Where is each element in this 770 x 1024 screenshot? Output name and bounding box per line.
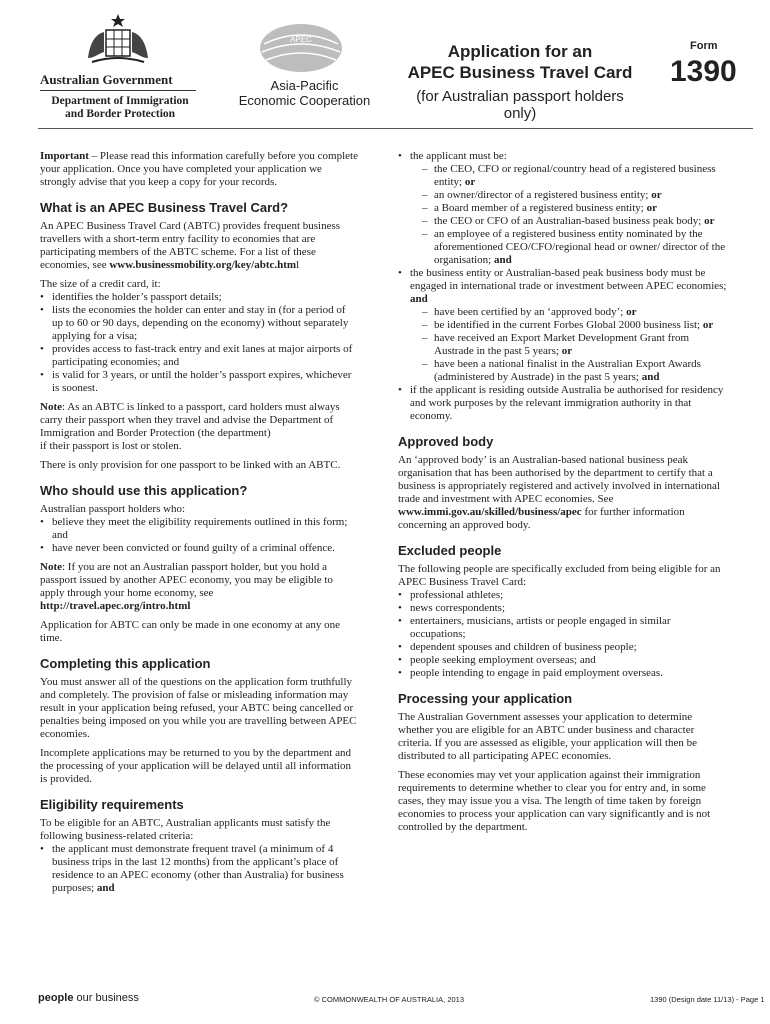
form-number: 1390 xyxy=(670,55,737,88)
government-divider xyxy=(40,90,196,91)
peak-body-item xyxy=(410,306,728,319)
must-be-item-conjunction: or xyxy=(464,176,476,188)
what-is-abtc-paragraph xyxy=(40,220,358,272)
peak-body-item-text: have been a national finalist in the Australian Export Awards (administered by Austrade) in the past 5 years; xyxy=(434,358,701,383)
peak-body-item-conjunction: or xyxy=(702,319,714,331)
apec-logo-text: APEC xyxy=(290,35,312,44)
footer-copyright: © COMMONWEALTH OF AUSTRALIA, 2013 xyxy=(314,995,464,1004)
must-be-item xyxy=(410,202,728,215)
peak-body-and: and xyxy=(410,293,428,305)
excluded-item: • entertainers, musicians, artists or people engaged in similar occupations; xyxy=(398,615,728,641)
important-label: Important xyxy=(40,150,89,162)
apec-name-line-1: Asia-Pacific xyxy=(270,78,339,93)
note-passport-paragraph xyxy=(40,401,358,440)
apec-name xyxy=(222,78,387,108)
eligibility-item-text: the applicant must demonstrate frequent travel (a minimum of 4 business trips in the last 12 months) from the applicant’s place of residence to an APEC economy (other than Australia) for business purposes; xyxy=(52,843,344,894)
important-text: – Please read this information carefully before you complete your application. Once you have completed your application we strongly advise that you keep a copy for your records. xyxy=(40,150,358,188)
immi-link[interactable]: www.immi.gov.au/skilled/business/apec xyxy=(398,506,582,518)
list-item xyxy=(398,267,728,384)
what-is-abtc-heading: What is an APEC Business Travel Card? xyxy=(40,200,289,215)
one-economy-text: Application for ABTC can only be made in one economy at any one time. xyxy=(40,619,340,644)
header-divider xyxy=(38,128,753,129)
note-passport-text-2: if their passport is lost or stolen. xyxy=(40,440,182,452)
peak-body-item-text: have been certified by an ‘approved body’; xyxy=(434,306,627,318)
approved-body-text-end: for further information concerning an approved body. xyxy=(398,506,685,531)
left-column xyxy=(40,150,358,901)
peak-body-list xyxy=(410,306,728,384)
important-paragraph xyxy=(40,150,358,189)
must-be-item-conjunction: or xyxy=(704,215,715,227)
right-column xyxy=(398,150,728,840)
card-feature-item: • lists the economies the holder can enter and stay in (for a period of up to 60 or 90 days, depending on the economy) without separately applying for a visa; xyxy=(40,304,358,343)
excluded-item: • people seeking employment overseas; and xyxy=(398,654,728,667)
department-line-1: Department of Immigration xyxy=(51,95,189,107)
page-header xyxy=(0,0,770,130)
eligibility-text: To be eligible for an ABTC, Australian applicants must satisfy the following business-related criteria: xyxy=(40,817,331,842)
must-be-item-conjunction: and xyxy=(493,254,512,266)
must-be-item-text: the CEO or CFO of an Australian-based business peak body; xyxy=(434,215,705,227)
apec-name-line-2: Economic Cooperation xyxy=(238,93,371,108)
footer-brand-bold: people xyxy=(38,992,74,1004)
note-label-2: Note xyxy=(40,561,62,573)
excluded-item: • dependent spouses and children of business people; xyxy=(398,641,728,654)
excluded-people-text: The following people are specifically excluded from being eligible for an APEC Business Travel Card: xyxy=(398,563,721,588)
what-is-abtc-text-end: l xyxy=(296,259,300,271)
list-item xyxy=(40,843,358,895)
must-be-text: the applicant must be: xyxy=(410,150,507,162)
footer-page-info: 1390 (Design date 11/13) - Page 1 xyxy=(650,995,765,1004)
form-label: Form xyxy=(690,40,718,52)
approved-body-paragraph xyxy=(398,454,728,532)
residing-text: if the applicant is residing outside Australia be authorised for residency and work purposes by the relevant immigration authority in that economy. xyxy=(410,384,724,422)
peak-body-item-text: be identified in the current Forbes Global 2000 business list; xyxy=(434,319,703,331)
peak-body-item-text: have received an Export Market Development Grant from Austrade in the past 5 years; xyxy=(434,332,690,357)
card-feature-item: • identifies the holder’s passport details; xyxy=(40,291,358,304)
must-be-item xyxy=(410,228,728,267)
excluded-people-list xyxy=(398,589,728,680)
note-other-passport-paragraph xyxy=(40,561,358,613)
card-feature-item: • provides access to fast-track entry and exit lanes at major airports of participating economies; and xyxy=(40,343,358,369)
card-feature-item: • is valid for 3 years, or until the holder’s passport expires, whichever is soonest. xyxy=(40,369,358,395)
footer-brand xyxy=(38,992,139,1004)
eligibility-item-and: and xyxy=(96,882,115,894)
processing-heading: Processing your application xyxy=(398,691,573,706)
note-passport-text: : As an ABTC is linked to a passport, card holders must always carry their passport when they travel and advise the Department of Immigration and Border Protection (the department) xyxy=(40,401,340,439)
excluded-item: • professional athletes; xyxy=(398,589,728,602)
peak-body-text: the business entity or Australian-based peak business body must be engaged in international trade or investment between APEC economies; xyxy=(410,267,727,292)
form-title xyxy=(400,41,640,83)
peak-body-item xyxy=(410,319,728,332)
peak-body-item-conjunction: or xyxy=(561,345,573,357)
eligibility-list xyxy=(40,843,358,895)
must-be-item xyxy=(410,163,728,189)
completing-heading: Completing this application xyxy=(40,656,211,671)
excluded-item: • people intending to engage in paid employment overseas. xyxy=(398,667,728,680)
must-be-list xyxy=(410,163,728,267)
processing-text-2: These economies may vet your application against their immigration requirements to determine whether to clear you for entry and, in some cases, they may issue you a visa. The length of time taken by foreign economies to process your application can vary significantly and is not controlled by the department. xyxy=(398,769,711,833)
footer-brand-rest: our business xyxy=(73,992,139,1004)
who-should-use-text: Australian passport holders who: xyxy=(40,503,186,515)
coat-of-arms-icon xyxy=(76,12,160,68)
completing-text-2: Incomplete applications may be returned to you by the department and the processing of your application will be delayed until all information is provided. xyxy=(40,747,351,785)
form-title-line-2: APEC Business Travel Card xyxy=(407,63,633,82)
eligibility-list-continued xyxy=(398,150,728,423)
travel-apec-link[interactable]: http://travel.apec.org/intro.html xyxy=(40,600,191,612)
must-be-item-text: an owner/director of a registered business entity; xyxy=(434,189,652,201)
processing-text-1: The Australian Government assesses your application to determine whether you are eligible for an ABTC under business and character criteria. If you are assessed as eligible, your application will then be distributed to all participating APEC economies. xyxy=(398,711,698,762)
list-item xyxy=(398,150,728,267)
business-mobility-link[interactable]: www.businessmobility.org/key/abtc.htm xyxy=(109,259,297,271)
card-size-text: The size of a credit card, it: xyxy=(40,278,161,290)
approved-body-text: An ‘approved body’ is an Australian-based national business peak organisation that has been authorised by the department to certify that a business is appropriately registered and actively involved in international trade and investment with APEC economies. See xyxy=(398,454,720,505)
what-is-abtc-text: An APEC Business Travel Card (ABTC) provides frequent business travellers with a short-term entry facility to economies that are participating members of the ABTC scheme. For a list of these economies, see xyxy=(40,220,341,271)
peak-body-item-conjunction: and xyxy=(641,371,660,383)
completing-text-1: You must answer all of the questions on the application form truthfully and completely. The provision of false or misleading information may result in your application being refused, your ABTC being cancelled or penalties being imposed on you while you are travelling between APEC economies. xyxy=(40,676,357,740)
apec-logo xyxy=(258,22,344,74)
must-be-item-conjunction: or xyxy=(646,202,657,214)
card-features-list xyxy=(40,291,358,395)
who-should-use-heading: Who should use this application? xyxy=(40,483,248,498)
government-name: Australian Government xyxy=(40,72,173,87)
excluded-people-heading: Excluded people xyxy=(398,543,502,558)
department-line-2: and Border Protection xyxy=(64,108,176,120)
who-item: • have never been convicted or found guilty of a criminal offence. xyxy=(40,542,358,555)
eligibility-heading: Eligibility requirements xyxy=(40,797,184,812)
form-subtitle: (for Australian passport holders only) xyxy=(416,88,624,122)
list-item xyxy=(398,384,728,423)
must-be-item-text: a Board member of a registered business entity; xyxy=(434,202,647,214)
approved-body-heading: Approved body xyxy=(398,434,494,449)
must-be-item xyxy=(410,215,728,228)
peak-body-item-conjunction: or xyxy=(626,306,637,318)
must-be-item-text: the CEO, CFO or regional/country head of a registered business entity; xyxy=(434,163,716,188)
note-other-passport-text: : If you are not an Australian passport holder, but you hold a passport issued by another APEC economy, you may be eligible to apply through your home economy, see xyxy=(40,561,333,599)
peak-body-item xyxy=(410,332,728,358)
must-be-item xyxy=(410,189,728,202)
department-name xyxy=(40,95,200,121)
who-item: • believe they meet the eligibility requirements outlined in this form; and xyxy=(40,516,358,542)
form-title-line-1: Application for an xyxy=(447,42,593,61)
who-should-use-list xyxy=(40,516,358,555)
one-passport-text: There is only provision for one passport to be linked with an ABTC. xyxy=(40,459,341,471)
page-footer xyxy=(0,994,770,1014)
peak-body-item xyxy=(410,358,728,384)
must-be-item-conjunction: or xyxy=(651,189,662,201)
note-label: Note xyxy=(40,401,62,413)
excluded-item: • news correspondents; xyxy=(398,602,728,615)
must-be-item-text: an employee of a registered business entity nominated by the aforementioned CEO/CFO/regional head or owner/ director of the organisation; xyxy=(434,228,726,266)
